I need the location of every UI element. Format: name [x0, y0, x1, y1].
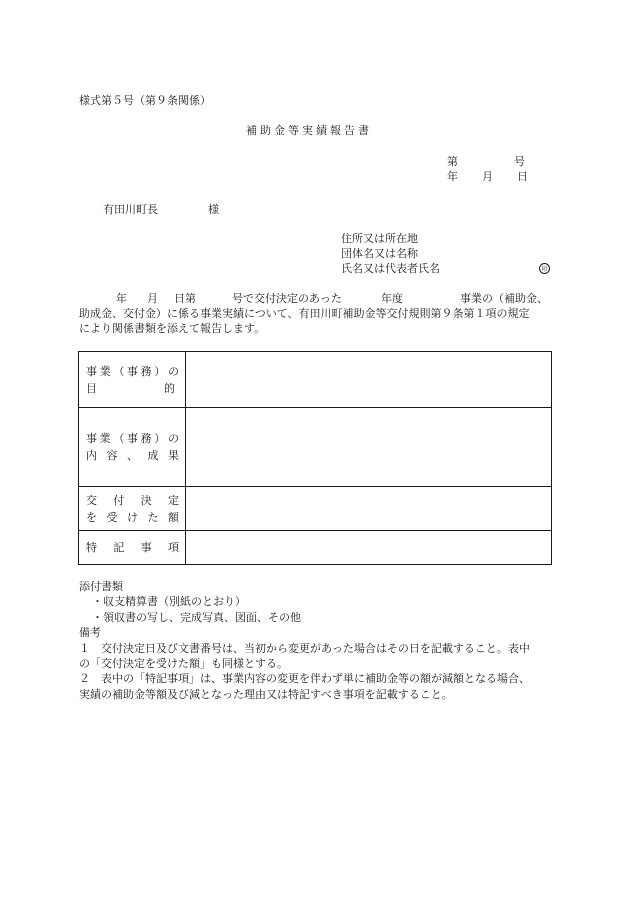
label-notes — [79, 531, 186, 565]
table-row-amount — [79, 487, 552, 531]
value-notes[interactable] — [186, 531, 552, 565]
date-month: 月 — [482, 170, 493, 183]
body-decision-number: 号で交付決定のあった — [232, 292, 342, 305]
label-amount-line1: 交付決定 — [86, 493, 179, 507]
date-day: 日 — [517, 170, 528, 183]
value-amount[interactable] — [186, 487, 552, 531]
label-purpose — [79, 352, 186, 408]
remark-note-2-line-1: ２ 表中の「特記事項」は、事業内容の変更を伴わず単に補助金等の額が減額となる場合、 — [79, 672, 530, 685]
label-purpose-line2 — [86, 380, 185, 397]
label-purpose-line2-right: 的 — [164, 381, 175, 395]
remark-note-1-line-2: の「交付決定を受けた額」も同様とする。 — [79, 657, 288, 670]
applicant-address-label: 住所又は所在地 — [341, 232, 418, 245]
attachments-title: 添付書類 — [79, 580, 123, 593]
label-content-line2: 内容、成果 — [86, 449, 179, 462]
remark-note-1-line-1: １ 交付決定日及び文書番号は、当初から変更があった場合はその日を記載すること。表中 — [79, 642, 530, 655]
label-content-line1: 事業（事務）の — [86, 432, 179, 445]
remark-note-2-line-2: 実績の補助金等額及び減となった理由又は特記すべき事項を記載すること。 — [79, 688, 453, 701]
label-amount-line2: を受けた額 — [86, 510, 179, 524]
attachment-item: ・収支精算書（別紙のとおり） — [92, 595, 246, 608]
form-number: 様式第５号（第９条関係） — [79, 94, 211, 107]
seal-icon: 印 — [539, 263, 550, 274]
label-purpose-line2-left: 目 — [86, 381, 97, 395]
body-project-type: 事業の（補助金、 — [460, 292, 548, 305]
label-amount — [79, 487, 186, 531]
body-year: 年 — [116, 292, 127, 305]
date-year: 年 — [447, 170, 458, 183]
document-title: 補助金等実績報告書 — [246, 124, 372, 137]
attachment-item: ・領収書の写し、完成写真、図面、その他 — [92, 611, 301, 624]
value-purpose[interactable] — [186, 352, 552, 408]
body-text-line-3: により関係書類を添えて報告します。 — [79, 322, 266, 335]
label-content — [79, 408, 186, 487]
report-table — [78, 351, 552, 565]
table-row-purpose — [79, 352, 552, 408]
applicant-org-label: 団体名又は名称 — [341, 247, 418, 260]
table-row-content — [79, 408, 552, 487]
addressee-honorific: 様 — [208, 203, 219, 216]
body-fiscal-year: 年度 — [381, 292, 403, 305]
applicant-representative-label: 氏名又は代表者氏名 — [341, 262, 440, 275]
doc-number-prefix: 第 — [447, 155, 458, 168]
label-notes-line1: 特記事項 — [86, 541, 179, 554]
label-purpose-line1: 事業（事務）の — [86, 364, 179, 378]
table-row-notes — [79, 531, 552, 565]
body-month: 月 — [147, 292, 158, 305]
body-day-number: 日第 — [174, 292, 196, 305]
remarks-title: 備考 — [79, 626, 101, 639]
doc-number-suffix: 号 — [514, 155, 525, 168]
addressee-name: 有田川町長 — [103, 203, 158, 216]
body-text-line-2: 助成金、交付金）に係る事業実績について、有田川町補助金等交付規則第９条第１項の規定 — [79, 307, 530, 320]
value-content[interactable] — [186, 408, 552, 487]
